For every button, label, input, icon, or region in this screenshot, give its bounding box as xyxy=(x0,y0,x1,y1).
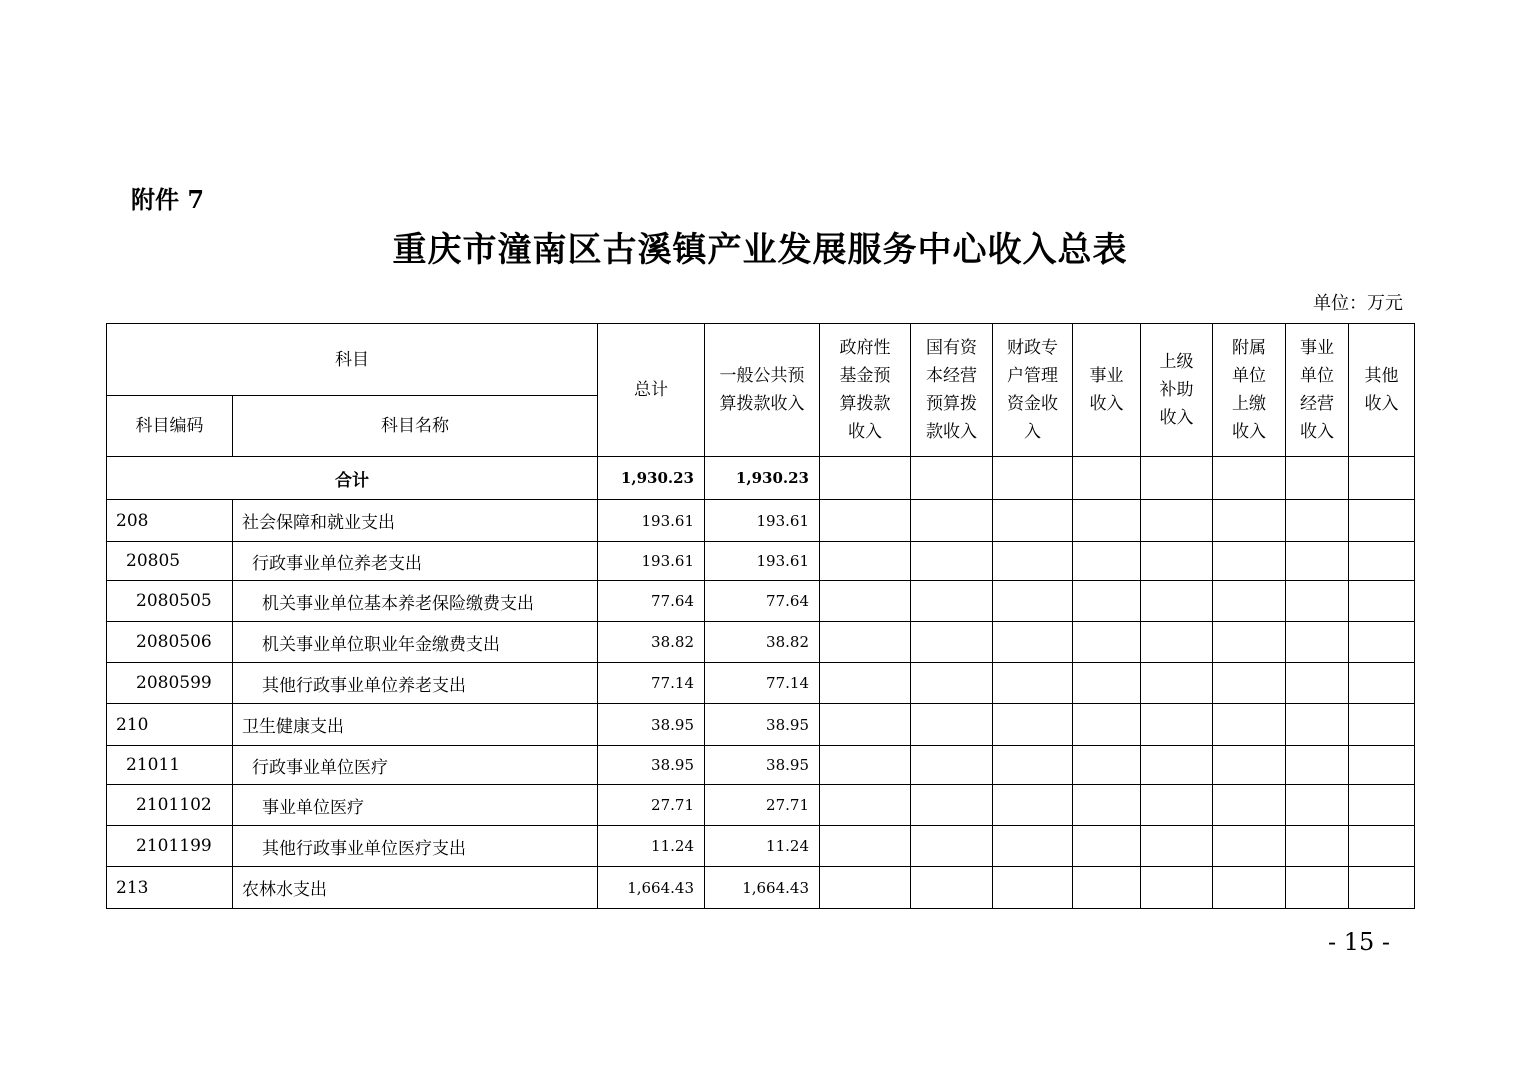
table-row xyxy=(107,826,1415,867)
row-total: 38.95 xyxy=(598,746,705,785)
table-row xyxy=(107,785,1415,826)
page-title: 重庆市潼南区古溪镇产业发展服务中心收入总表 xyxy=(392,230,1128,270)
total-general-budget: 1,930.23 xyxy=(705,457,820,500)
row-general-budget: 77.64 xyxy=(705,581,820,622)
table-row xyxy=(107,704,1415,746)
row-general-budget: 38.82 xyxy=(705,622,820,663)
table-row xyxy=(107,542,1415,581)
header-subject-name: 科目名称 xyxy=(233,396,598,457)
row-total: 27.71 xyxy=(598,785,705,826)
header-general-budget: 一般公共预算拨款收入 xyxy=(705,324,820,457)
row-name: 农林水支出 xyxy=(233,867,598,909)
row-name: 行政事业单位医疗 xyxy=(233,746,598,785)
row-total: 38.82 xyxy=(598,622,705,663)
row-general-budget: 38.95 xyxy=(705,746,820,785)
total-label: 合计 xyxy=(107,457,598,500)
row-total: 11.24 xyxy=(598,826,705,867)
row-code: 2080599 xyxy=(107,663,233,704)
row-code: 20805 xyxy=(107,542,233,581)
unit-label: 单位：万元 xyxy=(1313,293,1403,314)
header-total: 总计 xyxy=(598,324,705,457)
income-table xyxy=(106,323,1415,909)
row-total: 77.14 xyxy=(598,663,705,704)
total-row xyxy=(107,457,1415,500)
row-code: 208 xyxy=(107,500,233,542)
table-row xyxy=(107,500,1415,542)
table-row xyxy=(107,581,1415,622)
table-row xyxy=(107,663,1415,704)
header-gov-fund: 政府性基金预算拨款收入 xyxy=(820,324,911,457)
row-total: 1,664.43 xyxy=(598,867,705,909)
header-superior-subsidy: 上级补助收入 xyxy=(1141,324,1213,457)
row-name: 机关事业单位职业年金缴费支出 xyxy=(233,622,598,663)
row-general-budget: 38.95 xyxy=(705,704,820,746)
row-code: 2101102 xyxy=(107,785,233,826)
header-special-account: 财政专户管理资金收入 xyxy=(993,324,1073,457)
row-general-budget: 193.61 xyxy=(705,500,820,542)
row-name: 行政事业单位养老支出 xyxy=(233,542,598,581)
row-code: 21011 xyxy=(107,746,233,785)
header-operating-income: 事业单位经营收入 xyxy=(1286,324,1349,457)
header-subject: 科目 xyxy=(107,324,598,396)
row-code: 2080505 xyxy=(107,581,233,622)
header-state-capital: 国有资本经营预算拨款收入 xyxy=(911,324,993,457)
total-total: 1,930.23 xyxy=(598,457,705,500)
row-general-budget: 193.61 xyxy=(705,542,820,581)
row-code: 2080506 xyxy=(107,622,233,663)
row-name: 其他行政事业单位医疗支出 xyxy=(233,826,598,867)
row-name: 其他行政事业单位养老支出 xyxy=(233,663,598,704)
table-row xyxy=(107,867,1415,909)
row-general-budget: 27.71 xyxy=(705,785,820,826)
row-total: 38.95 xyxy=(598,704,705,746)
page-number: - 15 - xyxy=(1327,928,1390,956)
row-code: 2101199 xyxy=(107,826,233,867)
row-name: 卫生健康支出 xyxy=(233,704,598,746)
row-general-budget: 77.14 xyxy=(705,663,820,704)
row-name: 机关事业单位基本养老保险缴费支出 xyxy=(233,581,598,622)
row-code: 210 xyxy=(107,704,233,746)
header-business-income: 事业收入 xyxy=(1073,324,1141,457)
row-total: 77.64 xyxy=(598,581,705,622)
header-subject-code: 科目编码 xyxy=(107,396,233,457)
row-name: 事业单位医疗 xyxy=(233,785,598,826)
row-total: 193.61 xyxy=(598,500,705,542)
table-row xyxy=(107,622,1415,663)
header-other-income: 其他收入 xyxy=(1349,324,1415,457)
row-general-budget: 11.24 xyxy=(705,826,820,867)
table-row xyxy=(107,746,1415,785)
header-affiliated-turnover: 附属单位上缴收入 xyxy=(1213,324,1286,457)
row-total: 193.61 xyxy=(598,542,705,581)
row-code: 213 xyxy=(107,867,233,909)
row-name: 社会保障和就业支出 xyxy=(233,500,598,542)
row-general-budget: 1,664.43 xyxy=(705,867,820,909)
attachment-label: 附件 7 xyxy=(131,185,205,214)
